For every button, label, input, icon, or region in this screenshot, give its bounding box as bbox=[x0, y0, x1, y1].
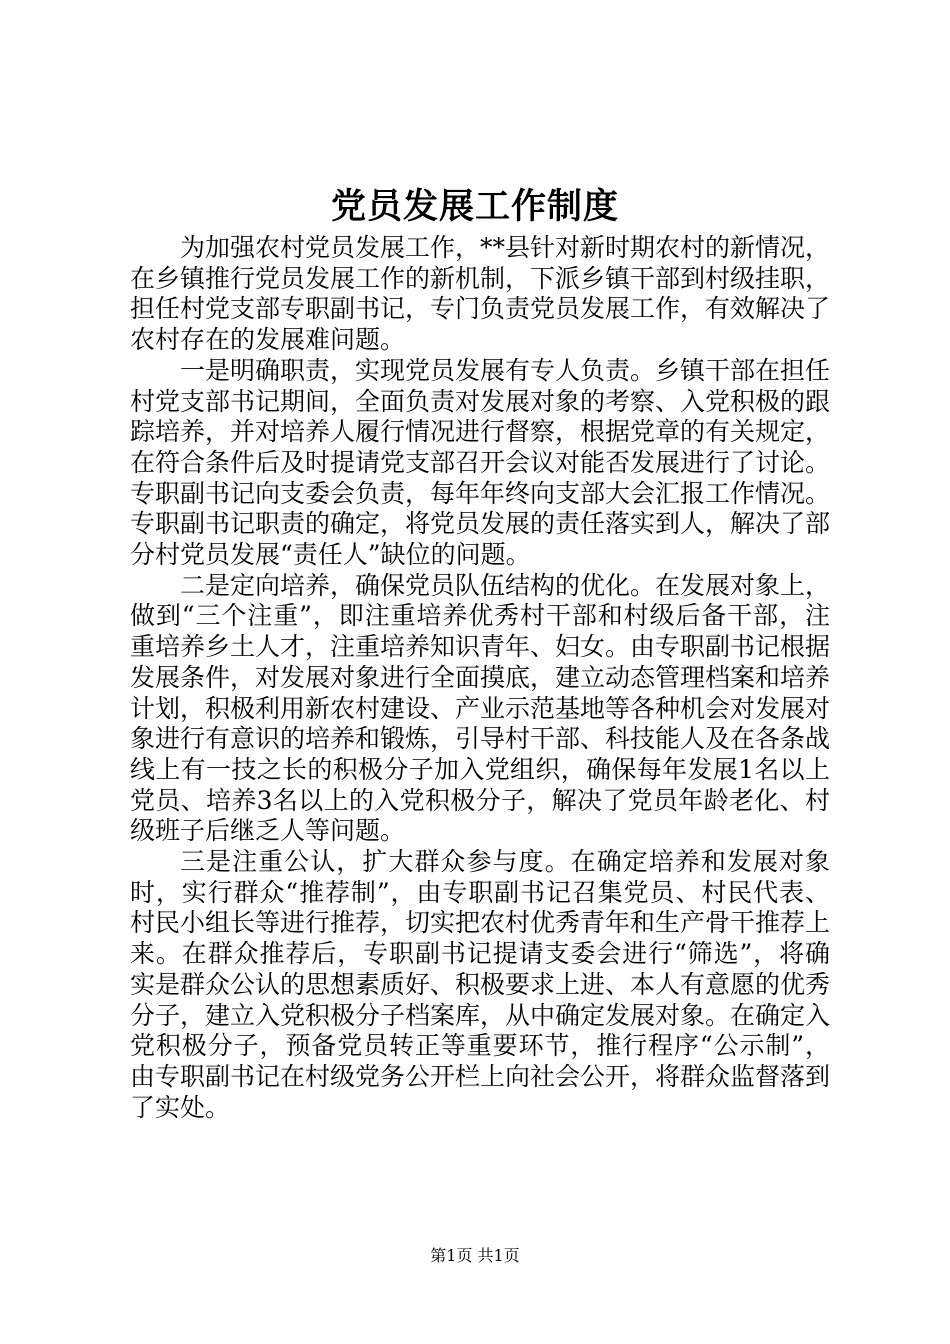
paragraph-one: 一是明确职责，实现党员发展有专人负责。乡镇干部在担任村党支部书记期间，全面负责对发展对象的考察、入党积极的跟踪培养，并对培养人履行情况进行督察，根据党章的有关规定，在符合条件后及时提请党支部召开会议对能否发展进行了讨论。专职副书记向支委会负责，每年年终向支部大会汇报工作情况。专职副书记职责的确定，将党员发展的责任落实到人，解决了部分村党员发展“责任人”缺位的问题。 bbox=[130, 355, 831, 570]
page-number-footer: 第1页 共1页 bbox=[430, 1246, 520, 1265]
document-title: 党员发展工作制度 bbox=[330, 186, 619, 227]
document-body bbox=[130, 233, 830, 1123]
paragraph-two: 二是定向培养，确保党员队伍结构的优化。在发展对象上，做到“三个注重”，即注重培养优秀村干部和村级后备干部，注重培养乡土人才，注重培养知识青年、妇女。由专职副书记根据发展条件，对发展对象进行全面摸底，建立动态管理档案和培养计划，积极利用新农村建设、产业示范基地等各种机会对发展对象进行有意识的培养和锻炼，引导村干部、科技能人及在各条战线上有一技之长的积极分子加入党组织，确保每年发展1名以上党员、培养3名以上的入党积极分子，解决了党员年龄老化、村级班子后继乏人等问题。 bbox=[130, 570, 831, 846]
intro-paragraph: 为加强农村党员发展工作，**县针对新时期农村的新情况，在乡镇推行党员发展工作的新机制，下派乡镇干部到村级挂职，担任村党支部专职副书记，专门负责党员发展工作，有效解决了农村存在的发展难问题。 bbox=[130, 233, 831, 355]
paragraph-three: 三是注重公认，扩大群众参与度。在确定培养和发展对象时，实行群众“推荐制”，由专职副书记召集党员、村民代表、村民小组长等进行推荐，切实把农村优秀青年和生产骨干推荐上来。在群众推荐后，专职副书记提请支委会进行“筛选”，将确实是群众公认的思想素质好、积极要求上进、本人有意愿的优秀分子，建立入党积极分子档案库，从中确定发展对象。在确定入党积极分子，预备党员转正等重要环节，推行程序“公示制”，由专职副书记在村级党务公开栏上向社会公开，将群众监督落到了实处。 bbox=[130, 847, 831, 1122]
